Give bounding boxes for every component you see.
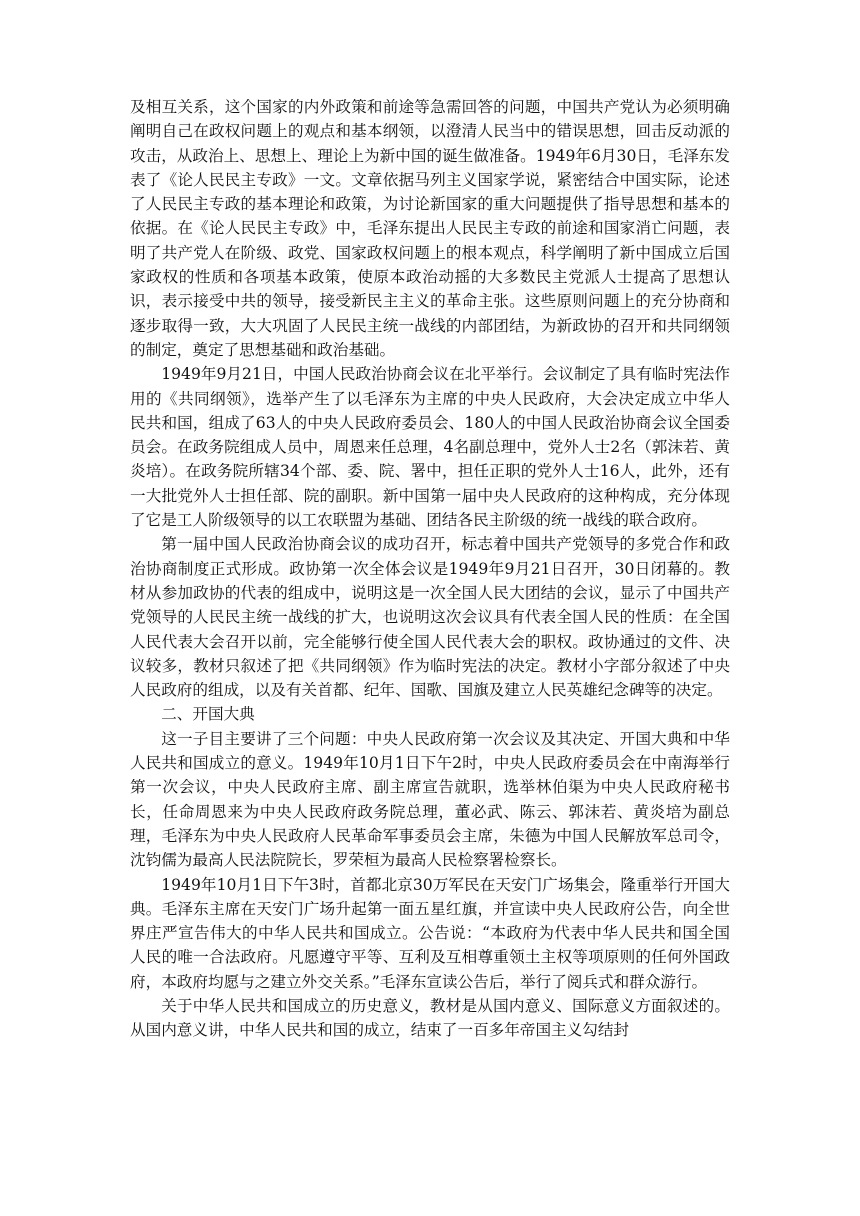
document-page [130,95,730,1043]
paragraph-multiparty-cooperation: 第一届中国人民政治协商会议的成功召开，标志着中国共产党领导的多党合作和政治协商制度正式形成。政协第一次全体会议是1949年9月21日召开，30日闭幕的。教材从参加政协的代表的组成中，说明这是一次全国人民大团结的会议，显示了中国共产党领导的人民民主统一战线的扩大，也说明这次会议具有代表全国人民的性质：在全国人民代表大会召开以前，完全能够行使全国人民代表大会的职权。政协通过的文件、决议较多，教材只叙述了把《共同纲领》作为临时宪法的决定。教材小字部分叙述了中央人民政府的组成，以及有关首都、纪年、国歌、国旗及建立人民英雄纪念碑等的决定。 [130,535,730,700]
paragraph-first-government-meeting: 这一子目主要讲了三个问题：中央人民政府第一次会议及其决定、开国大典和中华人民共和国成立的意义。1949年10月1日下午2时，中央人民政府委员会在中南海举行第一次会议，中央人民政府主席、副主席宣告就职，选举林伯渠为中央人民政府秘书长，任命周恩来为中央人民政府政务院总理，董必武、陈云、郭沫若、黄炎培为副总理，毛泽东为中央人民政府人民革命军事委员会主席，朱德为中国人民解放军总司令，沈钧儒为最高人民法院院长，罗荣桓为最高人民检察署检察长。 [130,729,730,870]
paragraph-cppcc-meeting: 1949年9月21日，中国人民政治协商会议在北平举行。会议制定了具有临时宪法作用的《共同纲领》，选举产生了以毛泽东为主席的中央人民政府，大会决定成立中华人民共和国，组成了63人的中央人民政府委员会、180人的中国人民政治协商会议全国委员会。在政务院组成人员中，周恩来任总理，4名副总理中，党外人士2名（郭沫若、黄炎培）。在政务院所辖34个部、委、院、署中，担任正职的党外人士16人，此外，还有一大批党外人士担任部、院的副职。新中国第一届中央人民政府的这种构成，充分体现了它是工人阶级领导的以工农联盟为基础、团结各民主阶级的统一战线的联合政府。 [130,365,730,530]
paragraph-continuation: 及相互关系，这个国家的内外政策和前途等急需回答的问题，中国共产党认为必须明确阐明自己在政权问题上的观点和基本纲领，以澄清人民当中的错误思想，回击反动派的攻击，从政治上、思想上、理论上为新中国的诞生做准备。1949年6月30日，毛泽东发表了《论人民民主专政》一文。文章依据马列主义国家学说，紧密结合中国实际，论述了人民民主专政的基本理论和政策，为讨论新国家的重大问题提供了指导思想和基本的依据。在《论人民民主专政》中，毛泽东提出人民民主专政的前途和国家消亡问题，表明了共产党人在阶级、政党、国家政权问题上的根本观点，科学阐明了新中国成立后国家政权的性质和各项基本政策，使原本政治动摇的大多数民主党派人士提高了思想认识，表示接受中共的领导，接受新民主主义的革命主张。这些原则问题上的充分协商和逐步取得一致，大大巩固了人民民主统一战线的内部团结，为新政协的召开和共同纲领的制定，奠定了思想基础和政治基础。 [130,98,730,359]
section-heading-founding-ceremony: 二、开国大典 [161,705,255,724]
paragraph-founding-ceremony: 1949年10月1日下午3时，首都北京30万军民在天安门广场集会，隆重举行开国大典。毛泽东主席在天安门广场升起第一面五星红旗，并宣读中央人民政府公告，向全世界庄严宣告伟大的中华人民共和国成立。公告说：“本政府为代表中华人民共和国全国人民的唯一合法政府。凡愿遵守平等、互利及互相尊重领土主权等项原则的任何外国政府，本政府均愿与之建立外交关系。”毛泽东宣读公告后，举行了阅兵式和群众游行。 [130,875,730,991]
paragraph-historical-significance: 关于中华人民共和国成立的历史意义，教材是从国内意义、国际意义方面叙述的。从国内意义讲，中华人民共和国的成立，结束了一百多年帝国主义勾结封 [130,996,730,1040]
